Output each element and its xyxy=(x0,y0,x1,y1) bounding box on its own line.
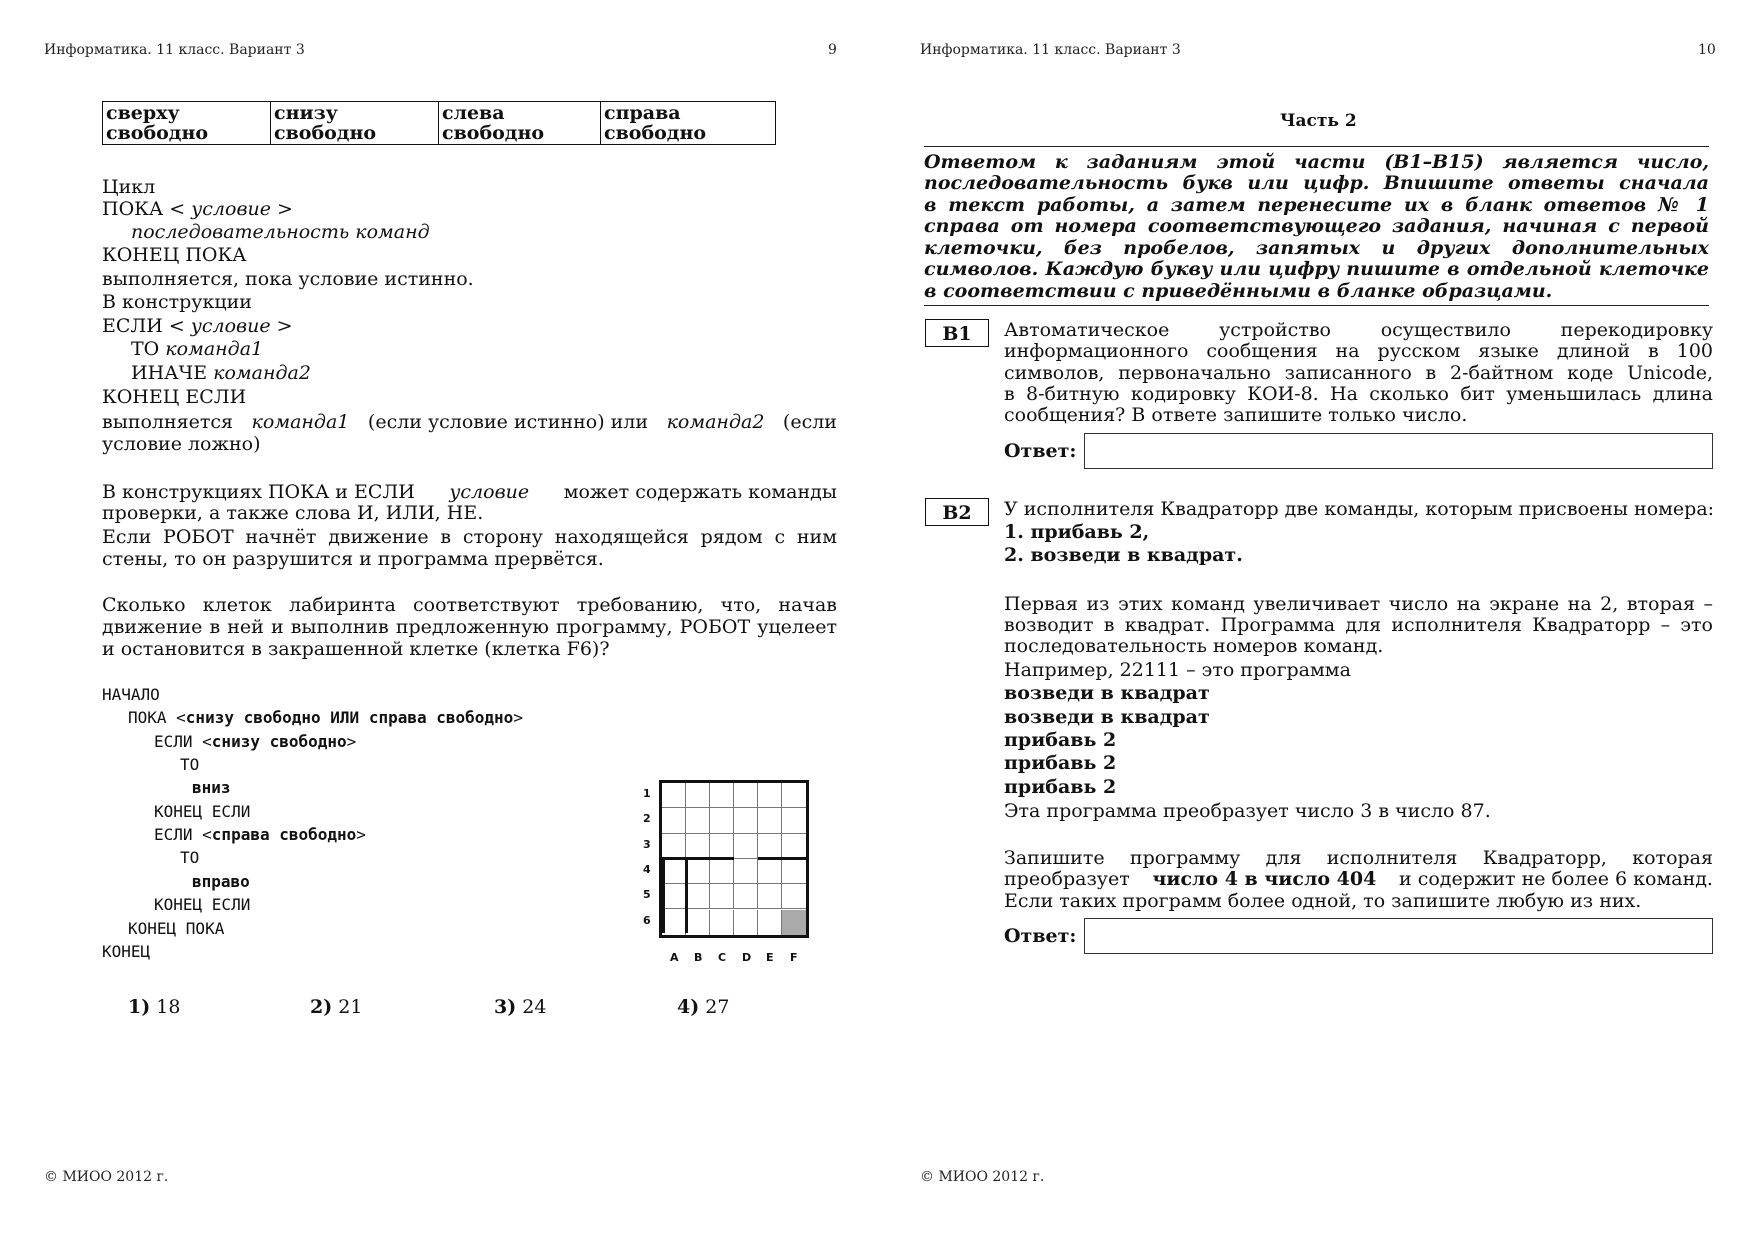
maze-col-label: C xyxy=(718,951,727,964)
example-step: возведи в квадрат xyxy=(1004,706,1210,728)
maze-cell-C6 xyxy=(710,910,734,935)
text-line xyxy=(131,221,430,243)
maze-cell-D2 xyxy=(734,808,758,833)
b1-answer-input[interactable] xyxy=(1084,433,1713,469)
text-line xyxy=(131,338,263,360)
text-line xyxy=(1004,868,1713,890)
program-line xyxy=(154,731,356,753)
maze-cell-E6 xyxy=(758,910,782,935)
option-3[interactable] xyxy=(494,996,546,1018)
text-line: проверки, а также слова И, ИЛИ, НЕ. xyxy=(102,502,484,524)
task-b2-badge: B2 xyxy=(925,498,989,526)
program-line: КОНЕЦ ЕСЛИ xyxy=(154,895,251,914)
text-line: в 8-битную кодировку КОИ-8. На сколько бит уменьшилась длина xyxy=(1004,383,1713,405)
text-line xyxy=(131,362,311,384)
text-line: КОНЕЦ ПОКА xyxy=(102,244,247,266)
text-line: движение в ней и выполнив предложенную программу, РОБОТ уцелеет xyxy=(102,616,837,638)
instruction-line: последовательность букв или цифр. Впишите ответы сначала xyxy=(924,172,1709,194)
example-step: прибавь 2 xyxy=(1004,776,1117,798)
maze-cell-A6 xyxy=(662,910,686,935)
maze-cell-E5 xyxy=(758,884,782,909)
program-line: КОНЕЦ xyxy=(102,942,151,961)
program-fragment: вправо xyxy=(192,872,250,891)
instruction-line: в текст работы, а затем перенесите их в бланк ответов № 1 xyxy=(924,194,1709,216)
right-footer: © МИОО 2012 г. xyxy=(920,1169,1045,1185)
b2-answer-label: Ответ: xyxy=(1004,925,1077,947)
text-line: В конструкции xyxy=(102,291,252,313)
text-line: Эта программа преобразует число 3 в число 87. xyxy=(1004,800,1491,822)
maze-cell-B2 xyxy=(686,808,710,833)
text-line xyxy=(102,411,837,433)
text-fragment: последовательность команд xyxy=(131,221,430,243)
option-value: 21 xyxy=(338,996,363,1018)
maze-wall xyxy=(662,857,665,933)
program-line: ТО xyxy=(180,848,200,867)
maze-cell-B3 xyxy=(686,834,710,859)
maze-cell-A4 xyxy=(662,859,686,884)
maze-cell-C5 xyxy=(710,884,734,909)
text-fragment: ПОКА < xyxy=(102,198,192,220)
condition-word: слева xyxy=(442,102,505,124)
text-fragment: может содержать команды xyxy=(563,481,837,503)
text-fragment: ЕСЛИ < xyxy=(102,315,191,337)
program-fragment: > xyxy=(356,825,366,844)
text-line: и остановится в закрашенной клетке (клетка F6)? xyxy=(102,638,610,660)
text-line: 2. возведи в квадрат. xyxy=(1004,544,1243,566)
maze-row-label: 2 xyxy=(643,812,651,826)
option-value: 24 xyxy=(522,996,547,1018)
option-4[interactable] xyxy=(677,996,729,1018)
instruction-line: символов. Каждую букву или цифру пишите в отдельной клеточке xyxy=(924,258,1709,280)
conditions-table xyxy=(102,101,776,145)
program-fragment: вниз xyxy=(192,778,231,797)
text-fragment: ТО xyxy=(131,338,166,360)
right-header-title: Информатика. 11 класс. Вариант 3 xyxy=(920,42,1181,58)
maze-cell-D4 xyxy=(734,859,758,884)
program-fragment: ПОКА < xyxy=(128,708,186,727)
maze-cell-E3 xyxy=(758,834,782,859)
instruction-line: в соответствии с приведёнными в бланке образцами. xyxy=(924,280,1553,302)
maze-cell-C1 xyxy=(710,783,734,808)
maze-wall xyxy=(686,857,734,860)
text-line xyxy=(102,315,293,337)
condition-word: справа xyxy=(604,102,681,124)
text-line: Если таких программ более одной, то запишите любую из них. xyxy=(1004,890,1642,912)
maze-cell-B5 xyxy=(686,884,710,909)
text-fragment: выполняется xyxy=(102,411,234,433)
text-fragment: > xyxy=(270,315,293,337)
maze-cell-C2 xyxy=(710,808,734,833)
b2-answer-input[interactable] xyxy=(1084,918,1713,954)
maze-wall xyxy=(662,857,686,860)
text-fragment: (если условие истинно) или xyxy=(367,411,649,433)
maze-col-label: A xyxy=(670,951,679,964)
option-number: 2) xyxy=(310,996,333,1018)
text-line: Запишите программу для исполнителя Квадраторр, которая xyxy=(1004,847,1713,869)
divider xyxy=(924,146,1709,147)
text-fragment: В конструкциях ПОКА и ЕСЛИ xyxy=(102,481,415,503)
maze-col-label: D xyxy=(742,951,752,964)
program-line: НАЧАЛО xyxy=(102,685,160,704)
maze-cell-A2 xyxy=(662,808,686,833)
program-line xyxy=(128,707,523,729)
option-number: 3) xyxy=(494,996,517,1018)
text-line xyxy=(102,198,293,220)
text-line: условие ложно) xyxy=(102,433,261,455)
text-fragment: > xyxy=(271,198,293,220)
text-fragment: команда1 xyxy=(165,338,264,360)
option-number: 1) xyxy=(128,996,151,1018)
condition-word: свободно xyxy=(442,122,545,144)
text-line: Автоматическое устройство осуществило перекодировку xyxy=(1004,319,1713,341)
text-line: символов, первоначально записанного в 2-байтном коде Unicode, xyxy=(1004,362,1713,384)
maze-cell-E1 xyxy=(758,783,782,808)
program-fragment: > xyxy=(346,732,357,751)
maze-cell-F1 xyxy=(782,783,806,808)
part-title: Часть 2 xyxy=(1280,111,1357,131)
maze-cell-F2 xyxy=(782,808,806,833)
text-line: возводит в квадрат. Программа для исполнителя Квадраторр – это xyxy=(1004,614,1713,636)
instruction-line: клеточки, без пробелов, запятых и других дополнительных xyxy=(924,237,1709,259)
maze-cell-B4 xyxy=(686,859,710,884)
instruction-line: Ответом к заданиям этой части (B1–B15) является число, xyxy=(924,151,1709,173)
maze-cell-A3 xyxy=(662,834,686,859)
text-line xyxy=(102,481,837,503)
b1-answer-label: Ответ: xyxy=(1004,440,1077,462)
program-line xyxy=(154,824,366,846)
maze-cell-C3 xyxy=(710,834,734,859)
program-fragment: снизу свободно ИЛИ справа свободно xyxy=(185,708,514,727)
maze-cell-D3 xyxy=(734,834,758,859)
left-footer: © МИОО 2012 г. xyxy=(44,1169,169,1185)
condition-word: свободно xyxy=(604,122,707,144)
maze-cell-E2 xyxy=(758,808,782,833)
maze-cell-B1 xyxy=(686,783,710,808)
condition-cell xyxy=(103,102,271,145)
option-1[interactable] xyxy=(128,996,180,1018)
option-2[interactable] xyxy=(310,996,362,1018)
text-fragment: (если xyxy=(782,411,837,433)
option-value: 18 xyxy=(156,996,181,1018)
program-line: ТО xyxy=(180,755,200,774)
text-fragment: ИНАЧЕ xyxy=(131,362,214,384)
maze-cell-E4 xyxy=(758,859,782,884)
text-line: стены, то он разрушится и программа прервётся. xyxy=(102,548,604,570)
maze-cell-B6 xyxy=(686,910,710,935)
maze-cell-D5 xyxy=(734,884,758,909)
text-fragment: число 4 в число 404 xyxy=(1152,868,1377,890)
maze-cell-F6 xyxy=(782,910,806,935)
condition-word: свободно xyxy=(274,122,377,144)
maze-grid xyxy=(659,780,809,938)
right-page-number: 10 xyxy=(1698,42,1716,58)
program-fragment: ЕСЛИ < xyxy=(154,825,212,844)
left-header-title: Информатика. 11 класс. Вариант 3 xyxy=(44,42,305,58)
text-fragment: команда2 xyxy=(213,362,311,384)
instruction-line: справа от номера соответствующего задания, начиная с первой xyxy=(924,215,1709,237)
conditions-row xyxy=(103,102,776,145)
condition-cell xyxy=(601,102,776,145)
maze-row-label: 3 xyxy=(643,837,651,851)
maze-cell-F3 xyxy=(782,834,806,859)
example-step: прибавь 2 xyxy=(1004,752,1117,774)
maze-row-label: 5 xyxy=(643,888,651,902)
text-line: Если РОБОТ начнёт движение в сторону находящейся рядом с ним xyxy=(102,526,837,548)
maze-cell-A5 xyxy=(662,884,686,909)
condition-word: снизу xyxy=(274,102,338,124)
maze-wall xyxy=(758,857,806,860)
text-line: У исполнителя Квадраторр две команды, которым присвоены номера: xyxy=(1004,498,1715,520)
condition-cell xyxy=(271,102,439,145)
divider xyxy=(924,305,1709,306)
condition-word: свободно xyxy=(106,122,209,144)
program-line xyxy=(192,777,231,799)
text-line: сообщения? В ответе запишите только число. xyxy=(1004,404,1468,426)
maze-wall xyxy=(685,857,688,933)
program-line: КОНЕЦ ЕСЛИ xyxy=(154,802,251,821)
maze-cell-F5 xyxy=(782,884,806,909)
program-fragment: ЕСЛИ < xyxy=(154,732,212,751)
text-fragment: и содержит не более 6 команд. xyxy=(1399,868,1713,890)
text-fragment: условие xyxy=(190,315,271,337)
text-line: выполняется, пока условие истинно. xyxy=(102,268,474,290)
left-page-number: 9 xyxy=(828,42,837,58)
program-fragment: снизу свободно xyxy=(211,732,347,751)
task-b1-badge: B1 xyxy=(925,319,989,347)
text-line: Цикл xyxy=(102,176,156,198)
program-line xyxy=(192,871,250,893)
condition-word: сверху xyxy=(106,102,180,124)
maze-cell-D6 xyxy=(734,910,758,935)
program-fragment: справа свободно xyxy=(211,825,357,844)
text-line: Сколько клеток лабиринта соответствуют требованию, что, начав xyxy=(102,594,837,616)
maze-col-label: E xyxy=(766,951,774,964)
program-line: КОНЕЦ ПОКА xyxy=(128,919,225,938)
example-step: возведи в квадрат xyxy=(1004,682,1210,704)
maze-cell-A1 xyxy=(662,783,686,808)
text-line: последовательность номеров команд. xyxy=(1004,635,1384,657)
maze-cell-D1 xyxy=(734,783,758,808)
text-line: 1. прибавь 2, xyxy=(1004,521,1150,543)
condition-cell xyxy=(439,102,601,145)
text-line: Например, 22111 – это программа xyxy=(1004,659,1351,681)
example-step: прибавь 2 xyxy=(1004,729,1117,751)
text-fragment: команда1 xyxy=(251,411,350,433)
maze-col-label: F xyxy=(790,951,798,964)
option-number: 4) xyxy=(677,996,700,1018)
text-fragment: условие xyxy=(449,481,530,503)
program-fragment: > xyxy=(513,708,523,727)
text-line: КОНЕЦ ЕСЛИ xyxy=(102,386,247,408)
text-fragment: условие xyxy=(191,198,271,220)
maze-row-label: 4 xyxy=(643,862,651,876)
text-fragment: преобразует xyxy=(1004,868,1130,890)
maze-cell-C4 xyxy=(710,859,734,884)
option-value: 27 xyxy=(705,996,730,1018)
maze-row-label: 1 xyxy=(643,787,651,800)
text-fragment: команда2 xyxy=(666,411,765,433)
text-line: информационного сообщения на русском языке длиной в 100 xyxy=(1004,340,1713,362)
maze-cell-F4 xyxy=(782,859,806,884)
maze-row-label: 6 xyxy=(643,913,651,927)
maze-col-label: B xyxy=(694,951,703,964)
text-line: Первая из этих команд увеличивает число на экране на 2, вторая – xyxy=(1004,593,1713,615)
